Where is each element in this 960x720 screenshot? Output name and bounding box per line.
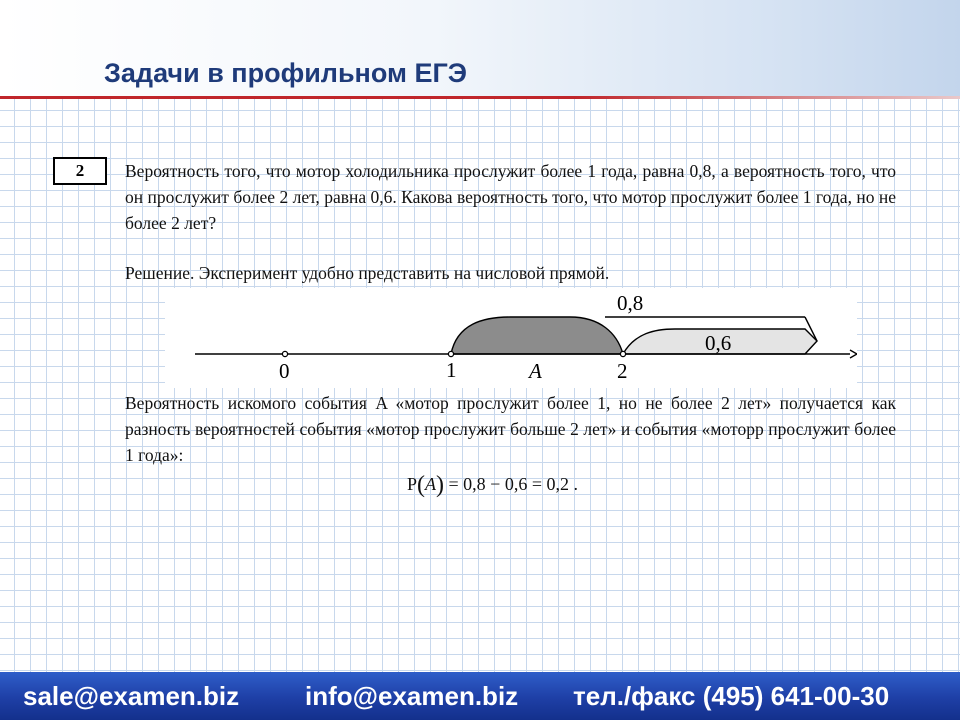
label-point-2: 2 xyxy=(617,359,628,383)
footer-bar xyxy=(0,672,960,720)
formula-close-paren: ) xyxy=(436,472,445,498)
footer-phone: тел./факс (495) 641-00-30 xyxy=(573,681,890,711)
formula-event: A xyxy=(425,474,437,494)
label-point-0: 0 xyxy=(279,359,290,383)
footer-info-email: info@examen.biz xyxy=(305,681,519,711)
page-title: Задачи в профильном ЕГЭ xyxy=(104,58,467,88)
number-line-diagram xyxy=(165,288,857,388)
solution-intro: Решение. Эксперимент удобно представить на числовой прямой. xyxy=(125,263,610,283)
point-2 xyxy=(620,351,625,356)
formula-open-paren: ( xyxy=(417,472,426,498)
problem-number: 2 xyxy=(53,157,107,185)
label-point-1: 1 xyxy=(446,358,457,382)
event-a-region xyxy=(451,317,623,354)
point-1 xyxy=(448,351,453,356)
point-0 xyxy=(282,351,287,356)
formula-result: = 0,8 − 0,6 = 0,2 . xyxy=(448,474,578,494)
formula-p: P xyxy=(407,474,418,494)
label-prob-1: 0,8 xyxy=(617,291,644,315)
label-prob-2: 0,6 xyxy=(705,331,732,355)
problem-statement: Вероятность того, что мотор холодильника прослужит более 1 года, равна 0,8, а вероятность того, что он прослужит более 2 лет, равна 0,6. Какова вероятность того, что мотор прослужит более 1 года, но не более 2 лет? xyxy=(125,161,896,233)
solution-explanation: Вероятность искомого события A «мотор прослужит более 1, но не более 2 лет» получается как разность вероятностей события «мотор прослужит больше 2 лет» и события «моторр прослужит более 1 года»: xyxy=(125,393,896,465)
footer-sales-email: sale@examen.biz xyxy=(23,681,240,711)
header-divider xyxy=(0,96,960,99)
probability-formula xyxy=(407,470,578,499)
label-event-a: A xyxy=(529,359,542,383)
